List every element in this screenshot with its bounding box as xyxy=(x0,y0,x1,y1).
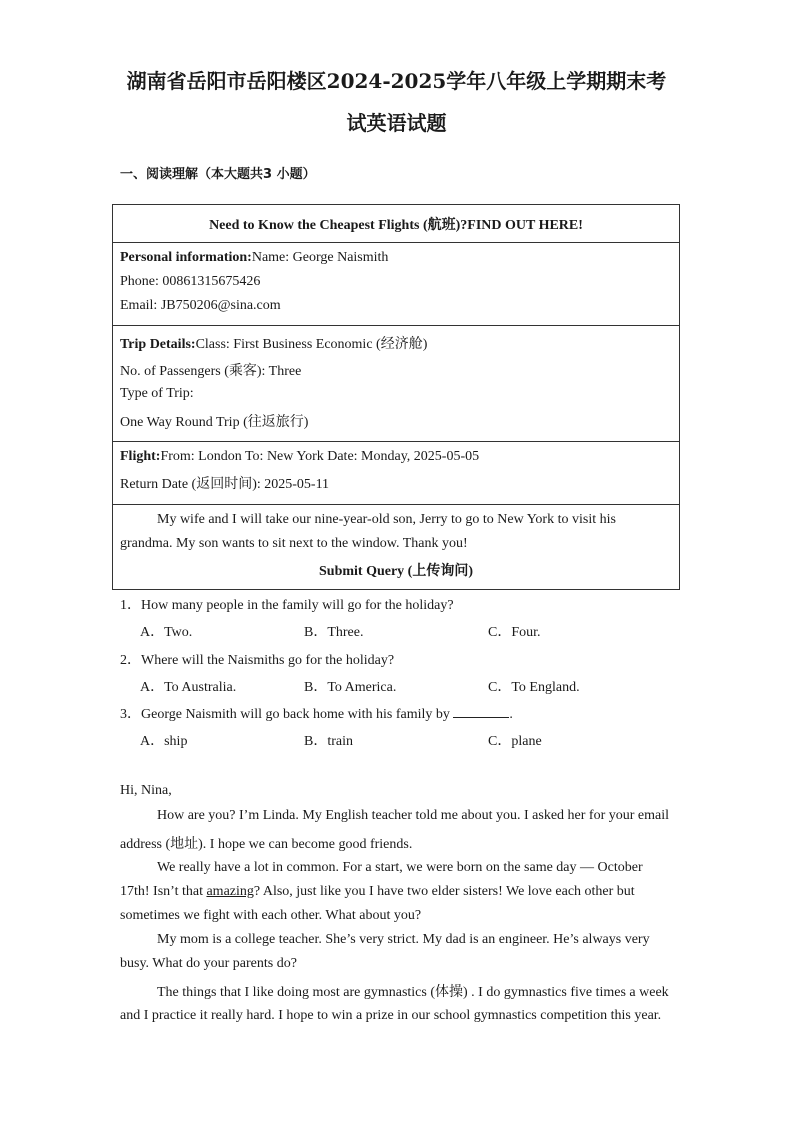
option-3c: C．plane xyxy=(488,734,542,749)
message-line: grandma. My son wants to sit next to the window. Thank you! xyxy=(120,536,468,551)
underlined-word: amazing xyxy=(206,884,254,899)
trip-class-line: Trip Details:Class: First Business Economic (经济舱) xyxy=(120,337,428,352)
trip-details-row xyxy=(113,326,679,442)
question-2: 2．Where will the Naismiths go for the holiday? xyxy=(120,653,395,668)
letter-line: The things that I like doing most are gymnastics (体操) . I do gymnastics five times a week xyxy=(157,985,669,1000)
option-1a: A．Two. xyxy=(140,625,193,640)
letter-line: and I practice it really hard. I hope to win a prize in our school gymnastics competition this year. xyxy=(120,1008,662,1023)
letter-line: busy. What do your parents do? xyxy=(120,956,297,971)
option-2c: C．To England. xyxy=(488,680,580,695)
passengers-line: No. of Passengers (乘客): Three xyxy=(120,364,302,379)
personal-info-row xyxy=(113,243,679,326)
letter-line: address (地址). I hope we can become good friends. xyxy=(120,837,413,852)
submit-query-label: Submit Query (上传询问) xyxy=(319,564,473,579)
form-heading: Need to Know the Cheapest Flights (航班)?FIND OUT HERE! xyxy=(209,218,583,233)
flight-row xyxy=(113,442,679,505)
option-1c: C．Four. xyxy=(488,625,541,640)
return-date-line: Return Date (返回时间): 2025-05-11 xyxy=(120,477,330,492)
section-heading: 一、阅读理解（本大题共3 小题） xyxy=(120,167,316,182)
letter-line: My mom is a college teacher. She’s very strict. My dad is an engineer. He’s always very xyxy=(157,932,650,947)
question-1: 1．How many people in the family will go for the holiday? xyxy=(120,598,454,613)
question-3: 3．George Naismith will go back home with his family by . xyxy=(120,707,513,722)
option-3a: A．ship xyxy=(140,734,188,749)
flight-info-line: Flight:From: London To: New York Date: Monday, 2025-05-05 xyxy=(120,449,480,464)
option-2b: B．To America. xyxy=(304,680,397,695)
letter-line: 17th! Isn’t that amazing? Also, just like you I have two elder sisters! We love each other but xyxy=(120,884,635,899)
option-1b: B．Three. xyxy=(304,625,364,640)
personal-name-line: Personal information:Name: George Naismith xyxy=(120,250,389,265)
form-heading-row xyxy=(113,205,679,243)
page-title-line2: 试英语试题 xyxy=(346,111,447,135)
trip-type-label: Type of Trip: xyxy=(120,386,194,401)
letter-greeting: Hi, Nina, xyxy=(120,783,172,798)
answer-blank xyxy=(453,705,509,718)
flight-query-form xyxy=(112,204,680,590)
page-title-line1: 湖南省岳阳市岳阳楼区2024-2025学年八年级上学期期末考 xyxy=(126,69,667,93)
phone-line: Phone: 00861315675426 xyxy=(120,274,261,289)
option-2a: A．To Australia. xyxy=(140,680,237,695)
letter-line: sometimes we fight with each other. What about you? xyxy=(120,908,422,923)
letter-line: How are you? I’m Linda. My English teacher told me about you. I asked her for your email xyxy=(157,808,670,823)
message-line: My wife and I will take our nine-year-old son, Jerry to go to New York to visit his xyxy=(157,512,616,527)
letter-line: We really have a lot in common. For a start, we were born on the same day — October xyxy=(157,860,643,875)
option-3b: B．train xyxy=(304,734,353,749)
message-row xyxy=(113,505,679,589)
email-line: Email: JB750206@sina.com xyxy=(120,298,281,313)
trip-kind-line: One Way Round Trip (往返旅行) xyxy=(120,415,309,430)
